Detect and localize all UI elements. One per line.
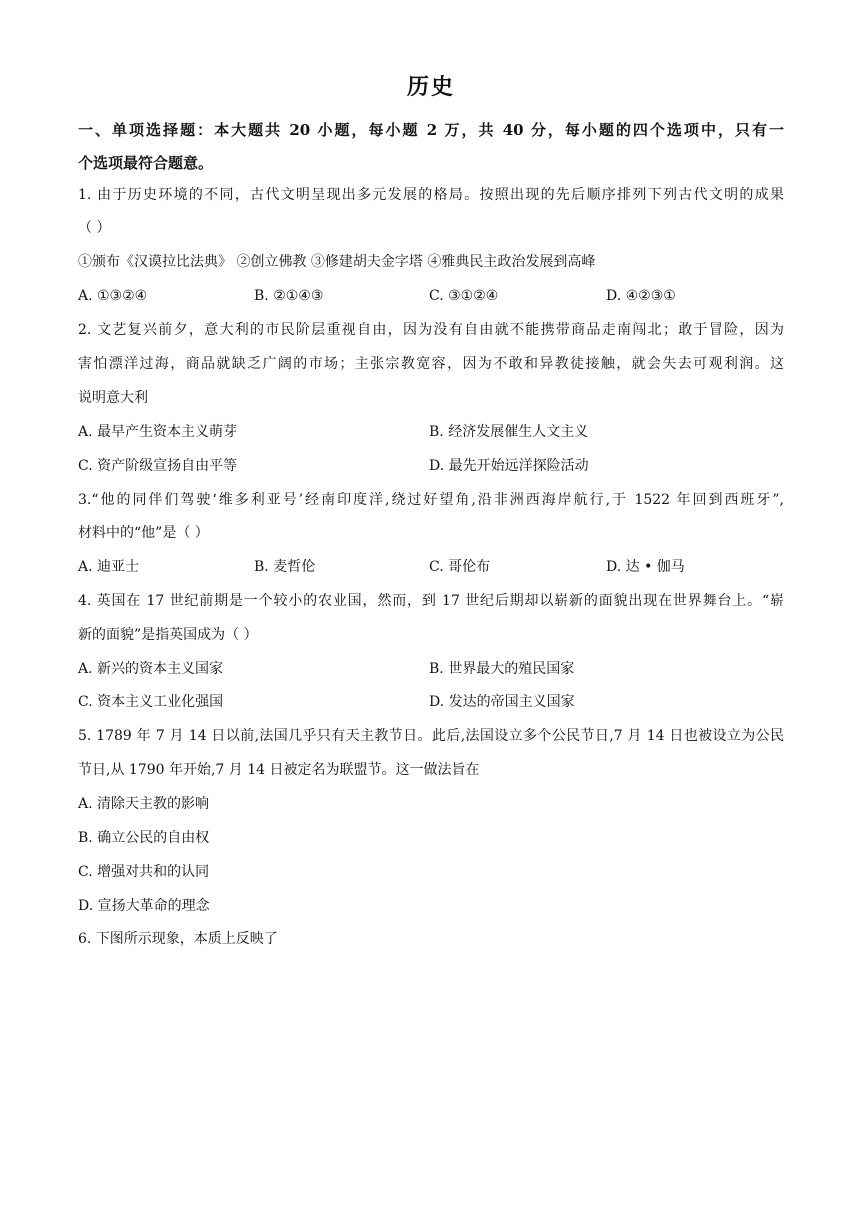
question-1-option-d: D. ④②③① — [606, 288, 676, 304]
question-3-stem-line-1: 3.“他的同伴们驾驶‘维多利亚号’经南印度洋,绕过好望角,沿非洲西海岸航行,于 1522 年回到西班牙”, — [78, 492, 784, 508]
question-5-option-a: A. 清除天主教的影响 — [78, 796, 210, 812]
question-1-stem-line-1: 1. 由于历史环境的不同，古代文明呈现出多元发展的格局。按照出现的先后顺序排列下列古代文明的成果 — [78, 187, 784, 203]
question-3-option-a: A. 迪亚士 — [78, 559, 140, 575]
question-4-stem-line-1: 4. 英国在 17 世纪前期是一个较小的农业国，然而，到 17 世纪后期却以崭新的面貌出现在世界舞台上。“崭 — [78, 593, 784, 609]
question-2-stem-line-3: 说明意大利 — [78, 390, 148, 406]
question-4-option-b: B. 世界最大的殖民国家 — [429, 661, 575, 677]
question-5-option-d: D. 宣扬大革命的理念 — [78, 898, 210, 914]
question-3-option-c: C. 哥伦布 — [429, 559, 491, 575]
question-2-option-b: B. 经济发展催生人文主义 — [429, 424, 589, 440]
question-5-option-b: B. 确立公民的自由权 — [78, 830, 210, 846]
question-3-stem-line-2: 材料中的“他”是（ ） — [78, 525, 209, 541]
question-1-option-a: A. ①③②④ — [78, 288, 148, 304]
question-2-stem-line-1: 2. 文艺复兴前夕，意大利的市民阶层重视自由，因为没有自由就不能携带商品走南闯北；敢于冒险，因为 — [78, 322, 784, 338]
section-heading-line-2: 个选项最符合题意。 — [78, 154, 214, 172]
question-1-option-c: C. ③①②④ — [429, 288, 499, 304]
question-3-option-b: B. 麦哲伦 — [254, 559, 316, 575]
question-2-option-c: C. 资产阶级宣扬自由平等 — [78, 458, 238, 474]
question-2-stem-line-2: 害怕漂洋过海，商品就缺乏广阔的市场；主张宗教宽容，因为不敢和异教徒接触，就会失去可观利润。这 — [78, 356, 784, 372]
question-5-option-c: C. 增强对共和的认同 — [78, 864, 210, 880]
section-heading — [78, 114, 784, 180]
question-1-items: ①颁布《汉谟拉比法典》 ②创立佛教 ③修建胡夫金字塔 ④雅典民主政治发展到高峰 — [78, 254, 596, 270]
question-4-option-a: A. 新兴的资本主义国家 — [78, 661, 224, 677]
question-2-option-a: A. 最早产生资本主义萌芽 — [78, 424, 238, 440]
question-5-stem-line-1: 5. 1789 年 7 月 14 日以前,法国几乎只有天主教节日。此后,法国设立多个公民节日,7 月 14 日也被设立为公民 — [78, 728, 784, 744]
question-4-option-d: D. 发达的帝国主义国家 — [429, 694, 575, 710]
section-heading-line-1: 一、单项选择题：本大题共 20 小题，每小题 2 万，共 40 分，每小题的四个选项中，只有一 — [78, 121, 784, 139]
question-5-stem-line-2: 节日,从 1790 年开始,7 月 14 日被定名为联盟节。这一做法旨在 — [78, 762, 480, 778]
question-1-option-b: B. ②①④③ — [254, 288, 324, 304]
question-4-stem-line-2: 新的面貌”是指英国成为（ ） — [78, 627, 258, 643]
question-1-stem-line-2: （ ） — [78, 220, 111, 236]
page-title: 历史 — [406, 74, 455, 100]
question-4-option-c: C. 资本主义工业化强国 — [78, 694, 224, 710]
question-2-option-d: D. 最先开始远洋探险活动 — [429, 458, 589, 474]
question-6-stem-line-1: 6. 下图所示现象，本质上反映了 — [78, 931, 278, 947]
question-3-option-d: D. 达 • 伽马 — [606, 559, 685, 575]
